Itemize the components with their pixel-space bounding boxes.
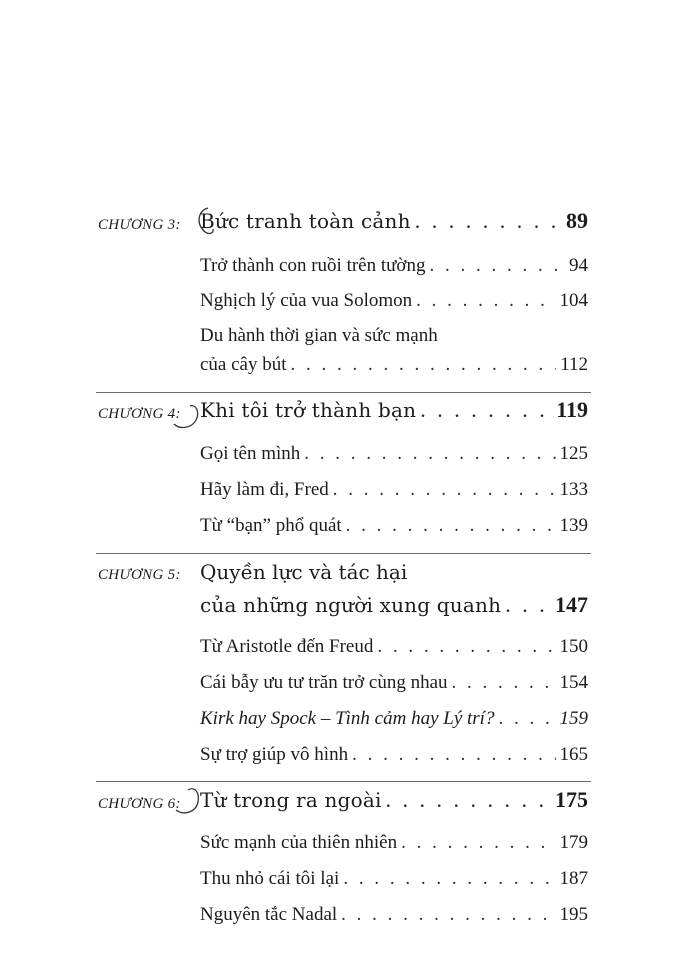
chapter-4-label: CHƯƠNG 4: [98, 406, 181, 422]
entry-title: Cái bẫy ưu tư trăn trở cùng nhau [200, 672, 448, 693]
dot-leader [377, 636, 555, 658]
toc-entry[interactable] [200, 515, 588, 541]
chapter-6-label: CHƯƠNG 6: [98, 796, 181, 812]
dot-leader [452, 672, 556, 694]
dot-leader [416, 290, 555, 312]
dot-leader [415, 208, 562, 234]
toc-entry[interactable] [200, 636, 588, 662]
dot-leader [341, 904, 555, 926]
entry-page: 159 [559, 708, 588, 729]
toc-entry[interactable] [200, 708, 588, 734]
entry-page: 139 [559, 515, 588, 536]
toc-entry[interactable] [200, 904, 588, 930]
chapter-3-title: Bức tranh toàn cảnh [200, 209, 411, 233]
entry-title: Sự trợ giúp vô hình [200, 744, 349, 765]
dot-leader [429, 255, 565, 277]
entry-title-line2: của cây bút [200, 354, 287, 375]
entry-title-line1: Du hành thời gian và sức mạnh [200, 325, 438, 346]
toc-entry[interactable] [200, 832, 588, 858]
chapter-5-page: 147 [555, 592, 588, 617]
chapter-4-page: 119 [556, 397, 588, 422]
entry-page: 125 [559, 443, 588, 464]
entry-title: Từ “bạn” phổ quát [200, 515, 342, 536]
chapter-5-entry[interactable] [200, 592, 588, 622]
entry-title: Trở thành con ruồi trên tường [200, 255, 426, 276]
toc-entry[interactable] [200, 290, 588, 316]
dot-leader [386, 787, 551, 813]
dot-leader [346, 515, 556, 537]
section-divider [96, 781, 591, 782]
dot-leader [505, 592, 551, 618]
chapter-5-title-line1: Quyền lực và tác hại [200, 560, 408, 584]
dot-leader [352, 744, 555, 766]
toc-entry[interactable] [200, 255, 588, 281]
chapter-5-title-line2: của những người xung quanh [200, 593, 502, 617]
dot-leader [343, 868, 555, 890]
entry-title: Gọi tên mình [200, 443, 301, 464]
entry-title: Nguyên tắc Nadal [200, 904, 338, 925]
entry-title: Thu nhỏ cái tôi lại [200, 868, 340, 889]
entry-page: 133 [559, 479, 588, 500]
entry-title: Kirk hay Spock – Tình cảm hay Lý trí? [200, 708, 495, 729]
dot-leader [498, 708, 555, 730]
entry-page: 187 [559, 868, 588, 889]
entry-page: 165 [559, 744, 588, 765]
section-divider [96, 392, 591, 393]
chapter-3-entry[interactable] [200, 208, 588, 238]
dot-leader [333, 479, 556, 501]
chapter-4-title: Khi tôi trở thành bạn [200, 398, 417, 422]
chapter-6-title: Từ trong ra ngoài [200, 788, 382, 812]
toc-entry[interactable] [200, 354, 588, 380]
entry-page: 195 [559, 904, 588, 925]
chapter-5-label: CHƯƠNG 5: [98, 567, 181, 583]
section-divider [96, 553, 591, 554]
chapter-3-label: CHƯƠNG 3: [98, 217, 181, 233]
entry-page: 94 [569, 255, 588, 276]
entry-page: 104 [559, 290, 588, 311]
dot-leader [420, 397, 552, 423]
entry-title: Sức mạnh của thiên nhiên [200, 832, 398, 853]
entry-page: 150 [559, 636, 588, 657]
chapter-4-entry[interactable] [200, 397, 588, 427]
toc-entry[interactable] [200, 443, 588, 469]
entry-page: 112 [560, 354, 588, 375]
dot-leader [291, 354, 557, 376]
chapter-3-page: 89 [566, 208, 588, 233]
entry-title: Hãy làm đi, Fred [200, 479, 329, 500]
entry-title: Từ Aristotle đến Freud [200, 636, 374, 657]
entry-page: 154 [559, 672, 588, 693]
entry-page: 179 [559, 832, 588, 853]
dot-leader [304, 443, 555, 465]
chapter-6-entry[interactable] [200, 787, 588, 817]
toc-entry[interactable] [200, 479, 588, 505]
entry-title: Nghịch lý của vua Solomon [200, 290, 413, 311]
toc-entry[interactable] [200, 744, 588, 770]
chapter-6-page: 175 [555, 787, 588, 812]
dot-leader [401, 832, 555, 854]
toc-entry[interactable] [200, 672, 588, 698]
toc-entry[interactable] [200, 868, 588, 894]
